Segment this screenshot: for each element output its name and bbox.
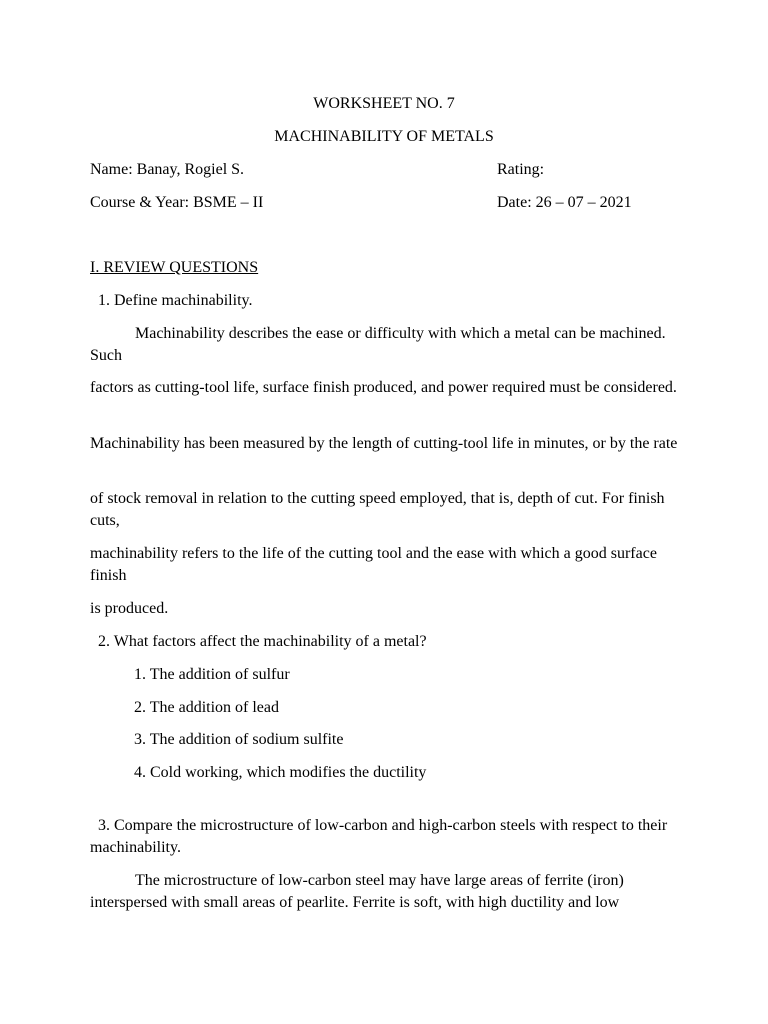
answer-1-paragraph-1: Machinability describes the ease or difficulty with which a metal can be machined. Such [90, 325, 666, 364]
question-1: 1. Define machinability. [98, 292, 253, 309]
answer-1-paragraph-2: factors as cutting-tool life, surface finish produced, and power required must be considered. [90, 379, 677, 396]
worksheet-title: MACHINABILITY OF METALS [274, 128, 494, 145]
answer-3-paragraph: The microstructure of low-carbon steel may have large areas of ferrite (iron) interspersed with small areas of pearlite. Ferrite is soft, with high ductility and low [90, 872, 624, 911]
answer-1-paragraph-3: Machinability has been measured by the length of cutting-tool life in minutes, or by the rate [90, 435, 678, 452]
question-2: 2. What factors affect the machinability of a metal? [98, 633, 427, 650]
date-field: Date: 26 – 07 – 2021 [497, 194, 632, 211]
question-3: 3. Compare the microstructure of low-carbon and high-carbon steels with respect to their machinability. [90, 817, 668, 856]
answer-1-paragraph-4: of stock removal in relation to the cutting speed employed, that is, depth of cut. For finish cuts, [90, 490, 665, 529]
answer-1-paragraph-6: is produced. [90, 600, 169, 617]
factor-item: 2. The addition of lead [134, 699, 279, 716]
factor-item: 3. The addition of sodium sulfite [134, 731, 344, 748]
answer-1-paragraph-5: machinability refers to the life of the cutting tool and the ease with which a good surface finish [90, 545, 657, 584]
worksheet-number: WORKSHEET NO. 7 [313, 95, 455, 112]
student-name: Name: Banay, Rogiel S. [90, 161, 245, 178]
section-heading: I. REVIEW QUESTIONS [90, 259, 259, 276]
factor-item: 1. The addition of sulfur [134, 666, 290, 683]
course-year: Course & Year: BSME – II [90, 194, 264, 211]
factor-item: 4. Cold working, which modifies the ductility [134, 764, 427, 781]
rating-label: Rating: [497, 161, 545, 178]
